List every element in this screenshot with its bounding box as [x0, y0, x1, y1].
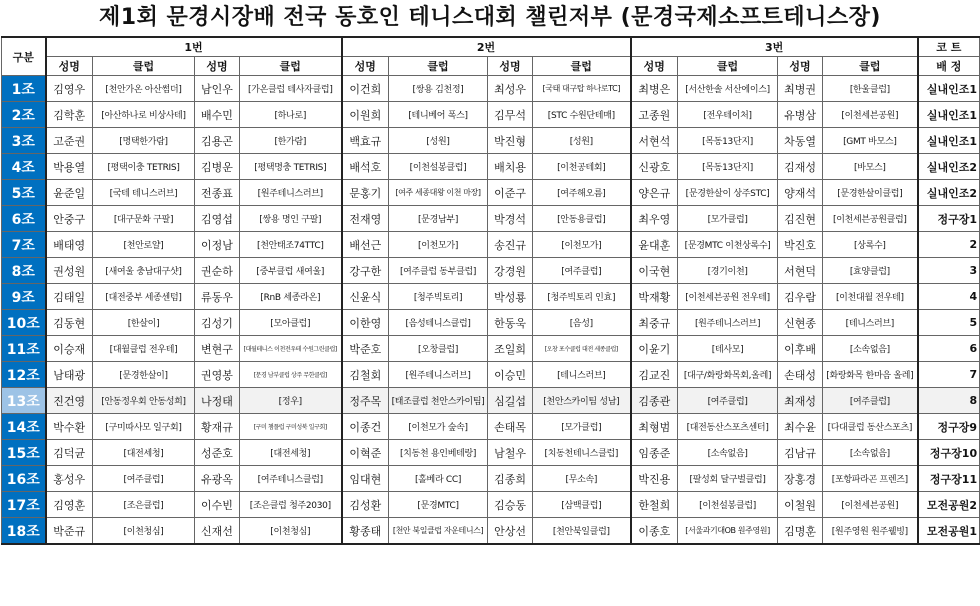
club-name-cell: [모가클럽]: [678, 206, 778, 232]
player-name-cell: 김용곤: [195, 128, 240, 154]
club-name-cell: [상록수]: [823, 232, 918, 258]
club-name-cell: [화랑화목 한마음 올레]: [823, 362, 918, 388]
page-title: 제1회 문경시장배 전국 동호인 테니스대회 챌린저부 (문경국제소프트테니스장): [99, 5, 881, 30]
player-name-cell: 최우영: [631, 206, 678, 232]
club-name-cell: [이천공테회]: [533, 154, 631, 180]
group-number-cell: 18조: [2, 518, 46, 545]
group-number-cell: 7조: [2, 232, 46, 258]
player-name-cell: 김진현: [778, 206, 823, 232]
table-row: [2, 310, 980, 336]
player-name-cell: 송진규: [488, 232, 533, 258]
player-name-cell: 이승재: [46, 336, 93, 362]
player-name-cell: 김덕균: [46, 440, 93, 466]
player-name-cell: 이국현: [631, 258, 678, 284]
player-name-cell: 김태일: [46, 284, 93, 310]
player-name-cell: 손태성: [778, 362, 823, 388]
group-number-cell: 8조: [2, 258, 46, 284]
court-assignment-cell: 2: [918, 232, 980, 258]
club-name-cell: [여주클럽]: [93, 466, 195, 492]
club-name-cell: [다대클럽 동산스포츠]: [823, 414, 918, 440]
club-name-cell: [서산한솔 서산에이스]: [678, 76, 778, 102]
club-name-cell: [이천모가]: [389, 232, 488, 258]
club-name-cell: [이천세븐공원]: [823, 492, 918, 518]
gubun-header: 구분: [2, 37, 46, 76]
club-name-cell: [음성테니스클럽]: [389, 310, 488, 336]
player-name-cell: 신현종: [778, 310, 823, 336]
club-name-cell: [오창 포수클럽 대전 세종클럽]: [533, 336, 631, 362]
club-name-cell: [원주테니스러브]: [678, 310, 778, 336]
club-name-cell: [국테 테니스러브]: [93, 180, 195, 206]
player-name-cell: 박진호: [778, 232, 823, 258]
player-name-cell: 박진형: [488, 128, 533, 154]
player-name-cell: 안상선: [488, 518, 533, 545]
player-name-cell: 김남규: [778, 440, 823, 466]
player-name-cell: 김승동: [488, 492, 533, 518]
court-assignment-cell: 4: [918, 284, 980, 310]
player-name-cell: 한동욱: [488, 310, 533, 336]
player-name-cell: 임대현: [342, 466, 389, 492]
club-name-cell: [모가클럽]: [533, 414, 631, 440]
club-name-cell: [치동천테니스클럽]: [533, 440, 631, 466]
club-name-cell: [한울클럽]: [823, 76, 918, 102]
club-name-cell: [천안로얄]: [93, 232, 195, 258]
court-header-bottom: 배 정: [918, 57, 980, 76]
player-name-cell: 안중구: [46, 206, 93, 232]
club-name-cell: [여주클럽]: [533, 258, 631, 284]
player-name-cell: 박진용: [631, 466, 678, 492]
player-name-cell: 문홍기: [342, 180, 389, 206]
group-number-cell: 4조: [2, 154, 46, 180]
player-name-cell: 김명훈: [778, 518, 823, 545]
court-assignment-cell: 7: [918, 362, 980, 388]
player-name-cell: 김학훈: [46, 102, 93, 128]
club-name-cell: [이천세븐공원 전우테]: [678, 284, 778, 310]
player-name-cell: 황종태: [342, 518, 389, 545]
club-name-cell: [이천세븐공원]: [823, 102, 918, 128]
court-assignment-cell: 8: [918, 388, 980, 414]
player-name-cell: 박준호: [342, 336, 389, 362]
player-name-cell: 박준규: [46, 518, 93, 545]
group-number-cell: 1조: [2, 76, 46, 102]
name-header: 성명: [778, 57, 823, 76]
club-name-cell: [대전중부 세종센텀]: [93, 284, 195, 310]
player-name-cell: 황재규: [195, 414, 240, 440]
player-name-cell: 이정남: [195, 232, 240, 258]
club-name-cell: [바모스]: [823, 154, 918, 180]
club-name-cell: [문경남부]: [389, 206, 488, 232]
club-name-cell: [이천설봉클럽]: [678, 492, 778, 518]
player-name-cell: 유병삼: [778, 102, 823, 128]
player-name-cell: 양은규: [631, 180, 678, 206]
table-row: [2, 388, 980, 414]
club-name-cell: [여주클럽]: [823, 388, 918, 414]
player-name-cell: 배수민: [195, 102, 240, 128]
club-name-cell: [팔성회 달구벌클럽]: [678, 466, 778, 492]
player-name-cell: 배태영: [46, 232, 93, 258]
player-name-cell: 이수빈: [195, 492, 240, 518]
player-name-cell: 김교진: [631, 362, 678, 388]
player-name-cell: 최수윤: [778, 414, 823, 440]
player-name-cell: 박용열: [46, 154, 93, 180]
club-name-cell: [모아클럽]: [240, 310, 342, 336]
club-name-cell: [이천모가 숲속]: [389, 414, 488, 440]
name-header: 성명: [46, 57, 93, 76]
court-assignment-cell: 정구장10: [918, 440, 980, 466]
club-name-cell: [대전세청]: [240, 440, 342, 466]
player-name-cell: 정주목: [342, 388, 389, 414]
club-name-cell: [테사모]: [678, 336, 778, 362]
group-number-cell: 17조: [2, 492, 46, 518]
player-name-cell: 조일희: [488, 336, 533, 362]
club-name-cell: [조은클럽]: [93, 492, 195, 518]
club-name-cell: [경기이천]: [678, 258, 778, 284]
club-name-cell: [원주영원 원주웰빙]: [823, 518, 918, 545]
club-name-cell: [천안가온 아산썸더]: [93, 76, 195, 102]
table-row: [2, 336, 980, 362]
club-name-cell: [청주빅토리]: [389, 284, 488, 310]
group-number-cell: 11조: [2, 336, 46, 362]
club-name-cell: [성원]: [533, 128, 631, 154]
club-header: 클럽: [678, 57, 778, 76]
player-name-cell: 심길섭: [488, 388, 533, 414]
club-name-cell: [대월클럽 전우테]: [93, 336, 195, 362]
court-assignment-cell: 정구장9: [918, 414, 980, 440]
table-row: [2, 440, 980, 466]
player-name-cell: 박경석: [488, 206, 533, 232]
club-name-cell: [대월테니스 이천전우테 수원그린클럽]: [240, 336, 342, 362]
club-name-cell: [천안북일클럽]: [533, 518, 631, 545]
player-name-cell: 홍성우: [46, 466, 93, 492]
player-name-cell: 고준권: [46, 128, 93, 154]
club-name-cell: [무소속]: [533, 466, 631, 492]
club-name-cell: [한가람]: [240, 128, 342, 154]
court-assignment-cell: 실내인조1: [918, 102, 980, 128]
club-name-cell: [문경한살이클럽]: [823, 180, 918, 206]
player-name-cell: 나정태: [195, 388, 240, 414]
group-number-cell: 12조: [2, 362, 46, 388]
club-name-cell: [천안태조74TTC]: [240, 232, 342, 258]
club-name-cell: [천안 북일클럽 자운테니스]: [389, 518, 488, 545]
club-name-cell: [안동정우회 안동성희]: [93, 388, 195, 414]
player-name-cell: 서현석: [631, 128, 678, 154]
club-name-cell: [음성]: [533, 310, 631, 336]
name-header: 성명: [488, 57, 533, 76]
player-name-cell: 서현덕: [778, 258, 823, 284]
player-name-cell: 김우람: [778, 284, 823, 310]
table-row: [2, 362, 980, 388]
club-name-cell: [대전동산스포츠센터]: [678, 414, 778, 440]
player-name-cell: 차동열: [778, 128, 823, 154]
player-name-cell: 백효규: [342, 128, 389, 154]
player-name-cell: 김동현: [46, 310, 93, 336]
table-row: [2, 206, 980, 232]
club-name-cell: [조은클럽 청주2030]: [240, 492, 342, 518]
player-name-cell: 권성원: [46, 258, 93, 284]
player-name-cell: 김병운: [195, 154, 240, 180]
group-number-cell: 16조: [2, 466, 46, 492]
player-name-cell: 최성우: [488, 76, 533, 102]
table-row: [2, 284, 980, 310]
court-assignment-cell: 모전공원1: [918, 518, 980, 545]
player-name-cell: 류동우: [195, 284, 240, 310]
player-name-cell: 김영우: [46, 76, 93, 102]
club-name-cell: [원주테니스러브]: [389, 362, 488, 388]
club-name-cell: [소속없음]: [823, 336, 918, 362]
club-name-cell: [명택한가람]: [93, 128, 195, 154]
club-name-cell: [쌍용 명인 구팔]: [240, 206, 342, 232]
name-header: 성명: [195, 57, 240, 76]
player-name-cell: 이준구: [488, 180, 533, 206]
player-name-cell: 남태광: [46, 362, 93, 388]
club-name-cell: [평택명충 TETRIS]: [240, 154, 342, 180]
player-name-cell: 남철우: [488, 440, 533, 466]
group-number-cell: 10조: [2, 310, 46, 336]
court-header-top: 코 트: [918, 37, 980, 57]
player-name-cell: 이윤기: [631, 336, 678, 362]
club-name-cell: [여주테니스클럽]: [240, 466, 342, 492]
player-name-cell: 신광호: [631, 154, 678, 180]
player-name-cell: 고종원: [631, 102, 678, 128]
club-name-cell: [이천세븐공원클럽]: [823, 206, 918, 232]
court-assignment-cell: 모전공원2: [918, 492, 980, 518]
club-name-cell: [목동13단지]: [678, 154, 778, 180]
club-name-cell: [성원]: [389, 128, 488, 154]
club-header: 클럽: [93, 57, 195, 76]
club-name-cell: [쌍용 김천정]: [389, 76, 488, 102]
court-assignment-cell: 실내인조1: [918, 128, 980, 154]
club-name-cell: [새여울 충남대구샷]: [93, 258, 195, 284]
court-assignment-cell: 정구장1: [918, 206, 980, 232]
player-name-cell: 배치용: [488, 154, 533, 180]
club-name-cell: [대구/화랑화목회,올레]: [678, 362, 778, 388]
club-name-cell: [여주해오름]: [533, 180, 631, 206]
table-row: [2, 180, 980, 206]
player-name-cell: 박성룡: [488, 284, 533, 310]
player-name-cell: 김성환: [342, 492, 389, 518]
player-name-cell: 양재석: [778, 180, 823, 206]
court-assignment-cell: 실내인조1: [918, 76, 980, 102]
club-name-cell: [여주 세종대왕 이천 마장]: [389, 180, 488, 206]
club-name-cell: [포항파라곤 프렌즈]: [823, 466, 918, 492]
club-header: 클럽: [389, 57, 488, 76]
club-name-cell: [STC 수원단테매]: [533, 102, 631, 128]
club-name-cell: [태조클럽 천안스카이팀]: [389, 388, 488, 414]
player-name-cell: 장홍경: [778, 466, 823, 492]
player-name-cell: 신윤식: [342, 284, 389, 310]
club-header: 클럽: [823, 57, 918, 76]
group-number-cell: 9조: [2, 284, 46, 310]
club-name-cell: [원주테니스러브]: [240, 180, 342, 206]
club-name-cell: [목동13단지]: [678, 128, 778, 154]
table-row: [2, 154, 980, 180]
club-name-cell: [테니스러브]: [823, 310, 918, 336]
club-name-cell: [이천모가]: [533, 232, 631, 258]
club-name-cell: [이천청심]: [93, 518, 195, 545]
club-header: 클럽: [533, 57, 631, 76]
club-header: 클럽: [240, 57, 342, 76]
player-name-cell: 김무석: [488, 102, 533, 128]
club-name-cell: [문경MTC 이천상록수]: [678, 232, 778, 258]
club-name-cell: [평택이충 TETRIS]: [93, 154, 195, 180]
club-name-cell: [GMT 바모스]: [823, 128, 918, 154]
club-name-cell: [RnB 세종라온]: [240, 284, 342, 310]
player-name-cell: 신재선: [195, 518, 240, 545]
player-name-cell: 최형범: [631, 414, 678, 440]
player-name-cell: 이원희: [342, 102, 389, 128]
player-name-cell: 강구한: [342, 258, 389, 284]
player-name-cell: 최중규: [631, 310, 678, 336]
group-number-cell: 2조: [2, 102, 46, 128]
player-name-cell: 최재성: [778, 388, 823, 414]
table-row: [2, 492, 980, 518]
court-assignment-cell: 5: [918, 310, 980, 336]
club-name-cell: [치동천 용인베테랑]: [389, 440, 488, 466]
player-name-cell: 최병은: [631, 76, 678, 102]
club-name-cell: [가온클럽 테사자클럽]: [240, 76, 342, 102]
club-name-cell: [여주클럽 동부클럽]: [389, 258, 488, 284]
player-name-cell: 한철희: [631, 492, 678, 518]
club-name-cell: [청주빅토리 인효]: [533, 284, 631, 310]
player-name-cell: 박재황: [631, 284, 678, 310]
player-name-cell: 배석호: [342, 154, 389, 180]
club-name-cell: [구미따사모 일구회]: [93, 414, 195, 440]
player-name-cell: 이건희: [342, 76, 389, 102]
player-name-cell: 이한영: [342, 310, 389, 336]
player-name-cell: 김재성: [778, 154, 823, 180]
group-number-cell: 3조: [2, 128, 46, 154]
player-name-cell: 남인우: [195, 76, 240, 102]
club-name-cell: [이천대월 전우테]: [823, 284, 918, 310]
club-name-cell: [이천청심]: [240, 518, 342, 545]
table-row: [2, 414, 980, 440]
player-name-cell: 권순하: [195, 258, 240, 284]
player-name-cell: 김영섭: [195, 206, 240, 232]
player-name-cell: 김성기: [195, 310, 240, 336]
player-name-cell: 진건영: [46, 388, 93, 414]
player-name-cell: 이혁준: [342, 440, 389, 466]
player-name-cell: 이철원: [778, 492, 823, 518]
club-name-cell: [여주클럽]: [678, 388, 778, 414]
player-name-cell: 최병권: [778, 76, 823, 102]
player-name-cell: 배선근: [342, 232, 389, 258]
club-name-cell: [테니스러브]: [533, 362, 631, 388]
table-row: [2, 128, 980, 154]
group-header-2: 2번: [342, 37, 631, 57]
club-name-cell: [국태 대구탑 하나로TC]: [533, 76, 631, 102]
club-name-cell: [서울과기대OB 원주영원]: [678, 518, 778, 545]
club-name-cell: [아산하나로 비상사테]: [93, 102, 195, 128]
table-row: [2, 76, 980, 102]
club-name-cell: [이천설봉클럽]: [389, 154, 488, 180]
group-header-1: 1번: [46, 37, 342, 57]
club-name-cell: [천안스카이팀 성남]: [533, 388, 631, 414]
court-assignment-cell: 3: [918, 258, 980, 284]
player-name-cell: 권영봉: [195, 362, 240, 388]
name-header: 성명: [631, 57, 678, 76]
club-name-cell: [정우]: [240, 388, 342, 414]
club-name-cell: [효양클럽]: [823, 258, 918, 284]
group-number-cell: 14조: [2, 414, 46, 440]
player-name-cell: 강경원: [488, 258, 533, 284]
name-header: 성명: [342, 57, 389, 76]
group-number-cell: 15조: [2, 440, 46, 466]
club-name-cell: [대구문화 구팔]: [93, 206, 195, 232]
player-name-cell: 이후배: [778, 336, 823, 362]
club-name-cell: [홀베라 CC]: [389, 466, 488, 492]
player-name-cell: 손태목: [488, 414, 533, 440]
player-name-cell: 성준호: [195, 440, 240, 466]
table-row: [2, 232, 980, 258]
club-name-cell: [한살이]: [93, 310, 195, 336]
player-name-cell: 변현구: [195, 336, 240, 362]
group-header-3: 3번: [631, 37, 918, 57]
club-name-cell: [문경MTC]: [389, 492, 488, 518]
player-name-cell: 임종준: [631, 440, 678, 466]
court-assignment-cell: 실내인조2: [918, 180, 980, 206]
player-name-cell: 전종표: [195, 180, 240, 206]
player-name-cell: 이승민: [488, 362, 533, 388]
group-number-cell: 6조: [2, 206, 46, 232]
match-table: [1, 36, 980, 545]
player-name-cell: 김종희: [488, 466, 533, 492]
club-name-cell: [전우테이처]: [678, 102, 778, 128]
club-name-cell: [문경한살이]: [93, 362, 195, 388]
table-row: [2, 258, 980, 284]
club-name-cell: [안동용클럽]: [533, 206, 631, 232]
club-name-cell: [소속없음]: [823, 440, 918, 466]
player-name-cell: 김종관: [631, 388, 678, 414]
table-row: [2, 518, 980, 545]
player-name-cell: 윤준일: [46, 180, 93, 206]
player-name-cell: 윤대훈: [631, 232, 678, 258]
club-name-cell: [오창클럽]: [389, 336, 488, 362]
group-number-cell: 13조: [2, 388, 46, 414]
club-name-cell: [소속없음]: [678, 440, 778, 466]
player-name-cell: 김철회: [342, 362, 389, 388]
club-name-cell: [문경한살이 상주STC]: [678, 180, 778, 206]
club-name-cell: [중부클럽 새여울]: [240, 258, 342, 284]
player-name-cell: 박수환: [46, 414, 93, 440]
club-name-cell: [테니베어 폭스]: [389, 102, 488, 128]
court-assignment-cell: 실내인조2: [918, 154, 980, 180]
player-name-cell: 이종건: [342, 414, 389, 440]
club-name-cell: [구미 챔플럽 구미성북 일구회]: [240, 414, 342, 440]
club-name-cell: [삼백클럽]: [533, 492, 631, 518]
club-name-cell: [대전세청]: [93, 440, 195, 466]
table-row: [2, 466, 980, 492]
player-name-cell: 김영훈: [46, 492, 93, 518]
club-name-cell: [하나로]: [240, 102, 342, 128]
group-number-cell: 5조: [2, 180, 46, 206]
table-row: [2, 102, 980, 128]
court-assignment-cell: 6: [918, 336, 980, 362]
player-name-cell: 전재영: [342, 206, 389, 232]
club-name-cell: [문경 남부클럽 상주 무한클럽]: [240, 362, 342, 388]
court-assignment-cell: 정구장11: [918, 466, 980, 492]
player-name-cell: 유광옥: [195, 466, 240, 492]
player-name-cell: 이종호: [631, 518, 678, 545]
